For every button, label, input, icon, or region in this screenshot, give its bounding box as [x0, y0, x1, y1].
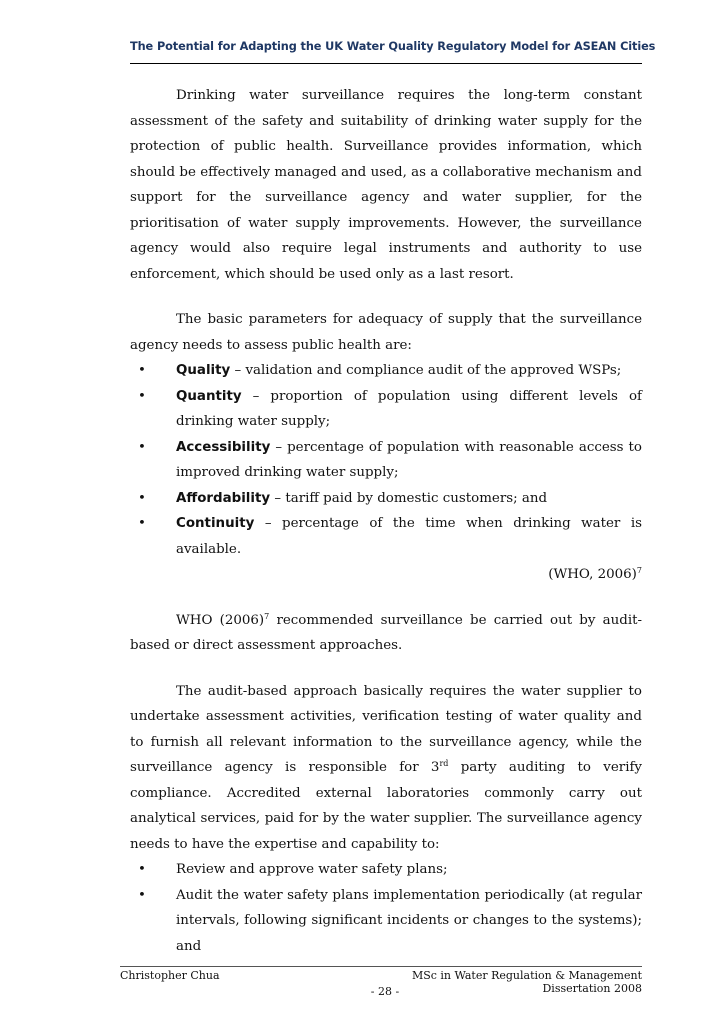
list-item — [130, 486, 642, 512]
bullet-icon: • — [138, 363, 146, 378]
list-item — [130, 883, 642, 960]
capability-text: Review and approve water safety plans; — [176, 862, 448, 877]
footer-program-block — [412, 969, 642, 995]
capability-text: Audit the water safety plans implementation periodically (at regular intervals, following significant incidents or changes to the systems); and — [176, 887, 642, 954]
paragraph-audit-approach — [130, 679, 642, 858]
citation — [130, 562, 642, 588]
list-item — [130, 384, 642, 435]
list-item — [130, 358, 642, 384]
citation-footnote-ref: 7 — [636, 566, 642, 575]
bullet-icon: • — [138, 862, 146, 877]
paragraph-text: party auditing to verify compliance. Accredited external laboratories commonly carry out analytical services, paid for by the water supplier. The surveillance agency needs to have the expertise and capability to: — [130, 760, 642, 852]
paragraph-parameters-intro: The basic parameters for adequacy of supply that the surveillance agency needs to assess public health are: — [130, 312, 642, 353]
capabilities-list — [130, 857, 642, 959]
parameter-term: Quality — [176, 363, 231, 378]
list-item — [130, 511, 642, 562]
parameter-desc: – percentage of population with reasonable access to improved drinking water supply; — [176, 439, 642, 480]
ordinal-suffix: rd — [439, 759, 449, 768]
parameter-term: Continuity — [176, 516, 255, 531]
bullet-icon: • — [138, 516, 146, 531]
footer-program: MSc in Water Regulation & Management — [411, 969, 642, 982]
parameter-desc: – proportion of population using different levels of drinking water supply; — [176, 388, 642, 429]
parameter-desc: – tariff paid by domestic customers; and — [270, 490, 548, 506]
bullet-icon: • — [138, 490, 146, 506]
parameter-desc: – validation and compliance audit of the approved WSPs; — [230, 363, 622, 378]
footer-doc-type: Dissertation 2008 — [542, 982, 642, 995]
bullet-icon: • — [138, 439, 146, 455]
parameter-term: Affordability — [176, 490, 271, 506]
footer-rule — [120, 966, 642, 967]
paragraph-text: recommended surveillance be carried out by audit-based or direct assessment approaches. — [130, 612, 643, 653]
body-text — [130, 83, 642, 959]
paragraph-surveillance: Drinking water surveillance requires the long-term constant assessment of the safety and suitability of drinking water supply for the protection of public health. Surveillance provides information, which should be effectively managed and used, as a collaborative mechanism and support for the surveillance agency and water supplier, for the prioritisation of water supply improvements. However, the surveillance agency would also require legal instruments and authority to use enforcement, which should be used only as a last resort. — [130, 88, 642, 282]
page-number: - 28 - — [370, 985, 400, 998]
bullet-icon: • — [138, 887, 146, 903]
parameter-desc: – percentage of the time when drinking water is available. — [176, 516, 642, 557]
parameter-term: Quantity — [176, 388, 242, 404]
paragraph-text: WHO (2006) — [176, 612, 265, 628]
list-item — [130, 435, 642, 486]
list-item — [130, 857, 642, 883]
bullet-icon: • — [138, 388, 146, 404]
header-rule — [130, 63, 642, 64]
citation-text: (WHO, 2006) — [548, 567, 637, 582]
paragraph-who-recommendation — [130, 608, 642, 659]
footnote-ref: 7 — [264, 611, 270, 621]
running-header: The Potential for Adapting the UK Water Quality Regulatory Model for ASEAN Cities — [130, 40, 656, 53]
footer-author: Christopher Chua — [120, 969, 220, 982]
paragraph-text: The audit-based approach basically requires the water supplier to undertake assessment activities, verification testing of water quality and to furnish all relevant information to the surveillance agency, while the surveillance agency is responsible for 3 — [130, 683, 642, 775]
parameter-term: Accessibility — [176, 439, 271, 455]
parameters-list — [130, 358, 642, 562]
